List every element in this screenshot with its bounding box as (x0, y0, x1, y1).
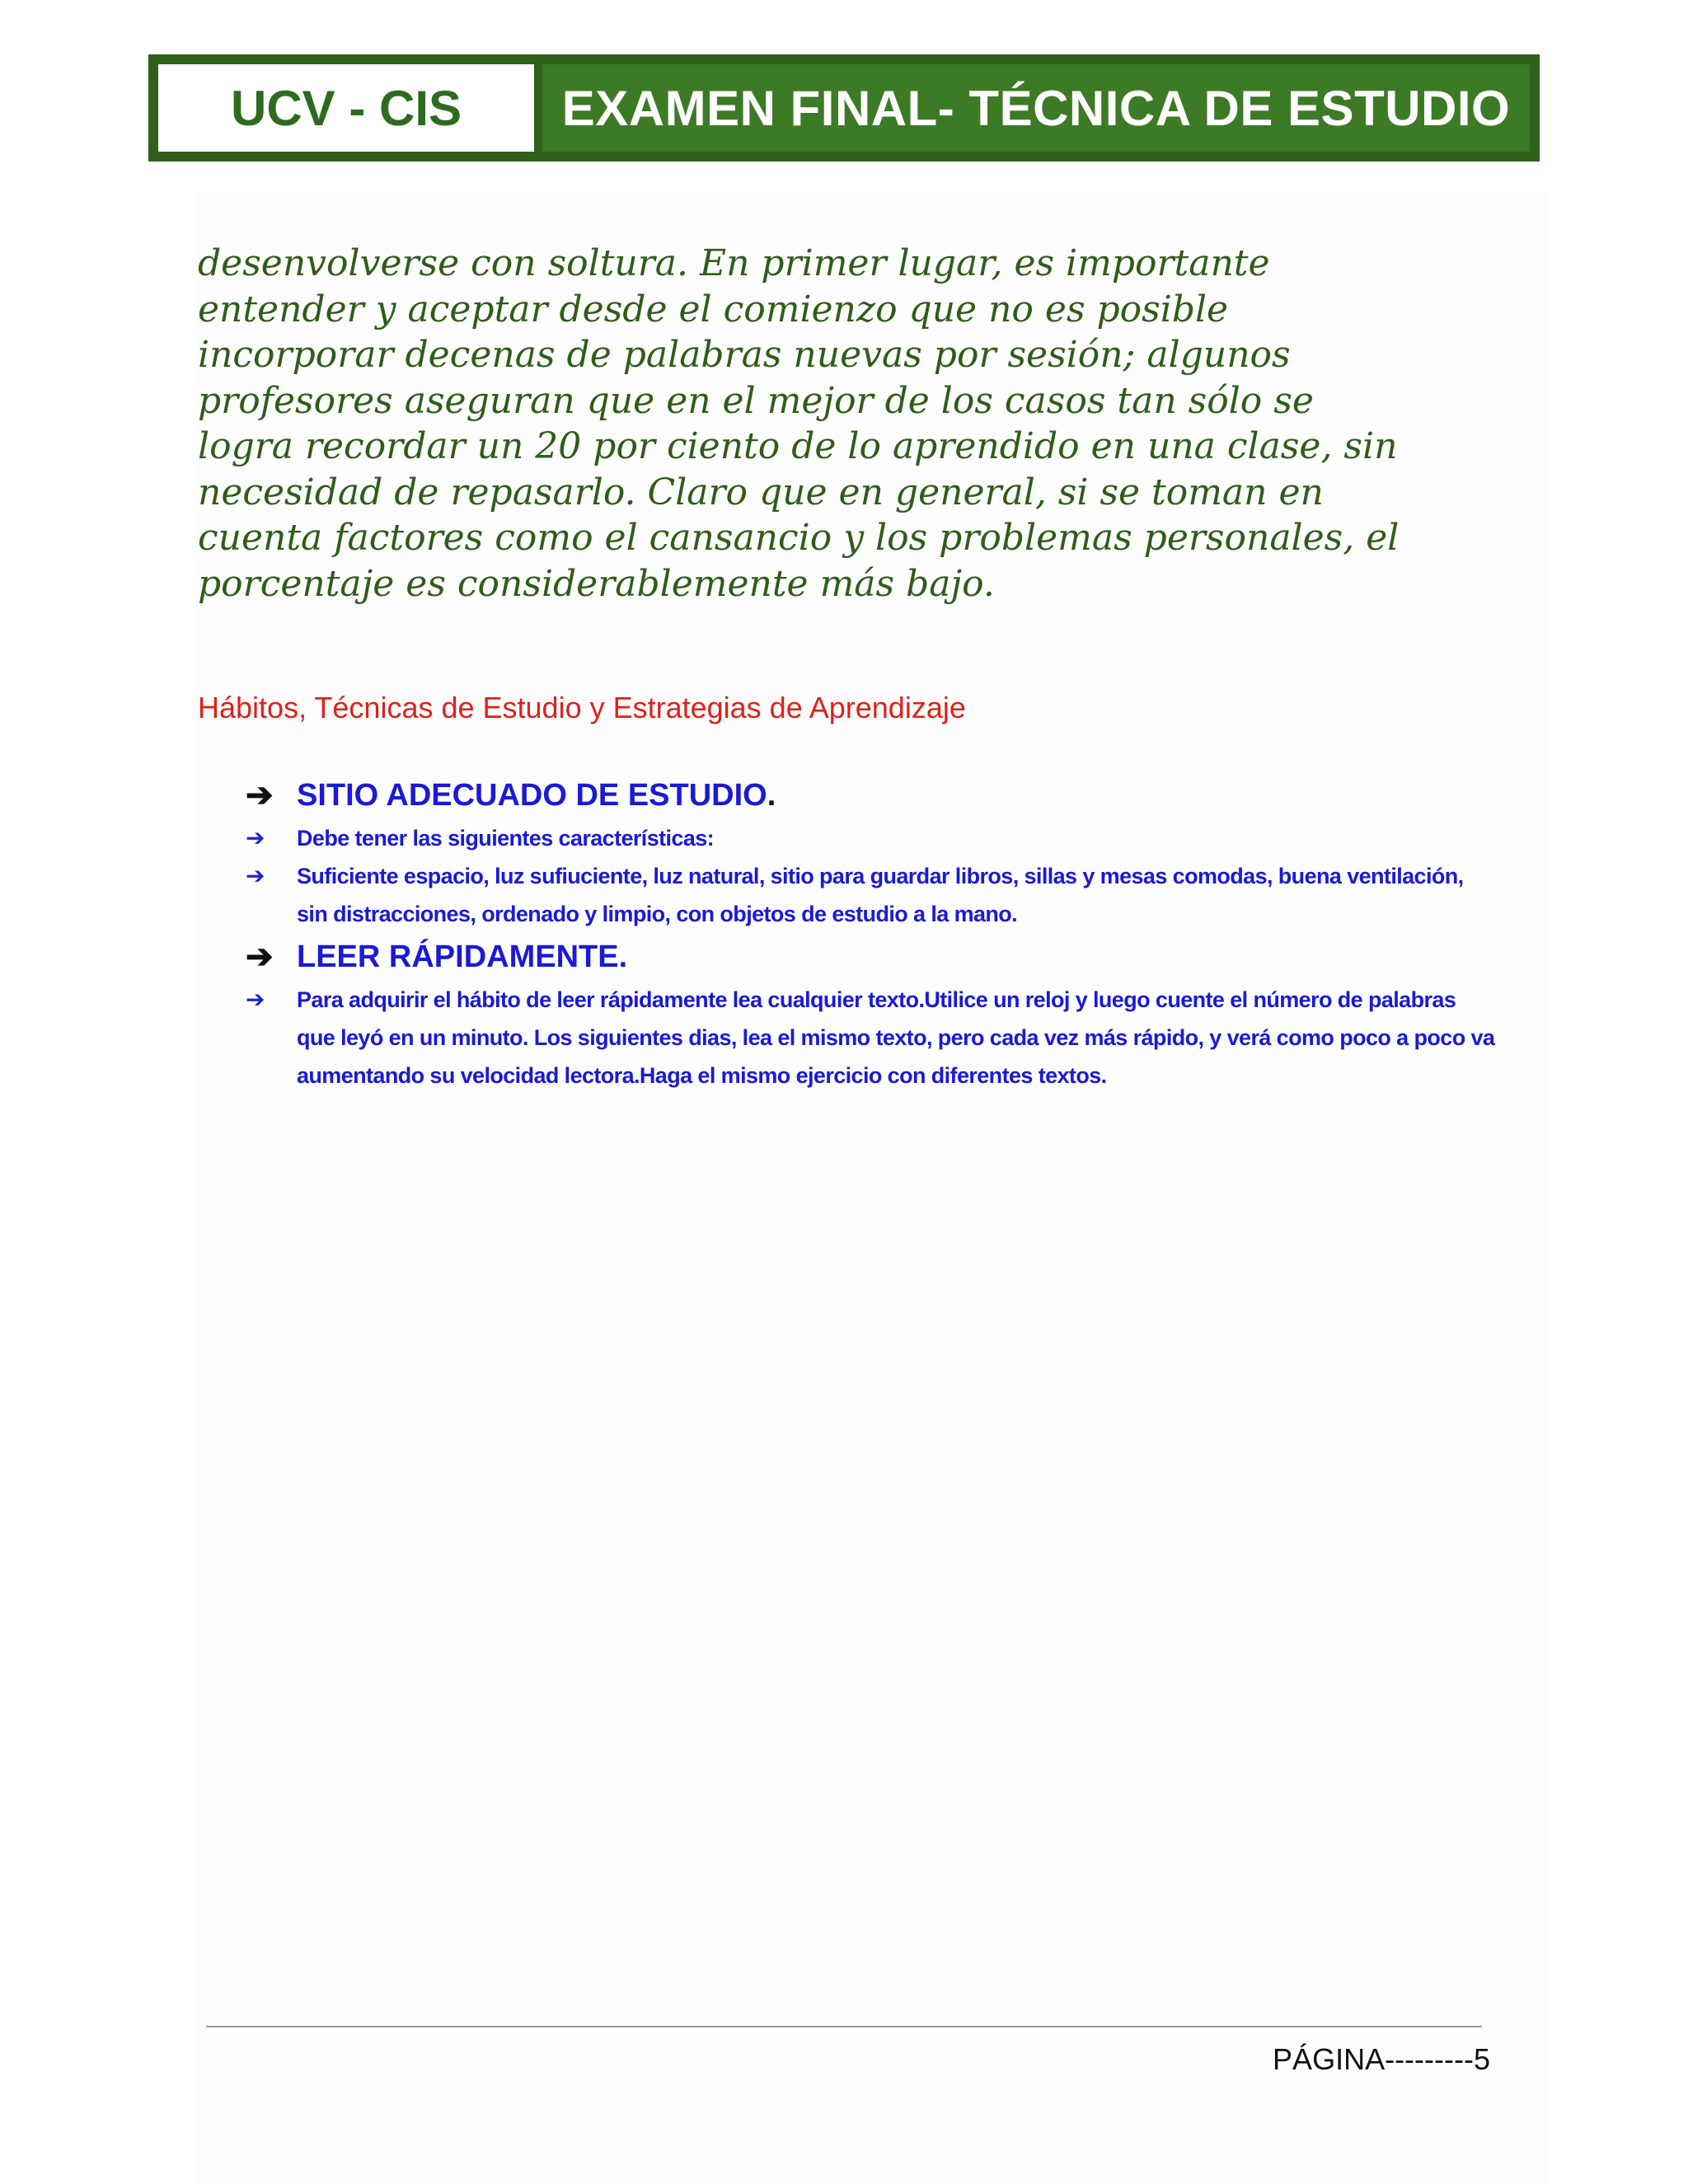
list-item-habito-lectura (246, 981, 1498, 1094)
handwritten-paragraph (198, 241, 1400, 607)
arrow-icon: ➔ (246, 987, 265, 1012)
arrow-icon: ➔ (246, 825, 265, 851)
page-header (148, 54, 1540, 162)
list-item-text: SITIO ADECUADO DE ESTUDIO (297, 778, 767, 813)
arrow-icon: ➔ (246, 777, 274, 813)
paragraph-line: incorporar decenas de palabras nuevas por sesión; algunos (198, 334, 1291, 376)
header-institution: UCV - CIS (230, 80, 462, 136)
list-item-text: LEER RÁPIDAMENTE. (297, 940, 628, 974)
header-left-box (158, 64, 534, 152)
footer-divider (206, 2026, 1482, 2027)
list-item-text: Para adquirir el hábito de leer rápidamente lea cualquier texto.Utilice un reloj y luego cuente el número de palabras que leyó en un minuto. Los siguientes dias, lea el mismo texto, pero cada vez más rápido, y verá como poco a poco va aumentando su velocidad lectora.Haga el mismo ejercicio con diferentes textos. (297, 987, 1495, 1088)
paragraph-line: porcentaje es considerablemente más bajo. (198, 562, 995, 605)
page-number: PÁGINA---------5 (1273, 2042, 1490, 2076)
list-item-suficiente-espacio (246, 857, 1498, 933)
header-right-box (542, 64, 1530, 152)
paragraph-line: logra recordar un 20 por ciento de lo aprendido en una clase, sin (198, 425, 1398, 467)
list-item-leer-rapidamente (246, 933, 1498, 981)
paragraph-line: desenvolverse con soltura. En primer lugar, es importante (198, 242, 1270, 284)
arrow-icon: ➔ (246, 939, 274, 975)
paragraph-line: profesores aseguran que en el mejor de los casos tan sólo se (198, 379, 1314, 422)
list-item-text: Suficiente espacio, luz sufiuciente, luz natural, sitio para guardar libros, sillas y mesas comodas, buena ventilación, sin distracciones, ordenado y limpio, con objetos de estudio a la mano. (297, 864, 1464, 926)
paragraph-line: necesidad de repasarlo. Claro que en general, si se toman en (198, 471, 1324, 513)
list-item-caracteristicas (246, 819, 1498, 857)
list-item-trailing: . (767, 778, 776, 813)
arrow-icon: ➔ (246, 863, 265, 888)
list-item-sitio-adecuado (246, 771, 1498, 819)
header-title: EXAMEN FINAL- TÉCNICA DE ESTUDIO (561, 80, 1511, 136)
section-heading: Hábitos, Técnicas de Estudio y Estrategias de Aprendizaje (198, 691, 966, 724)
list-item-text: Debe tener las siguientes características: (297, 826, 715, 851)
paragraph-line: entender y aceptar desde el comienzo que no es posible (198, 288, 1229, 330)
bullet-list (246, 771, 1498, 1094)
paragraph-line: cuenta factores como el cansancio y los problemas personales, el (198, 517, 1400, 559)
